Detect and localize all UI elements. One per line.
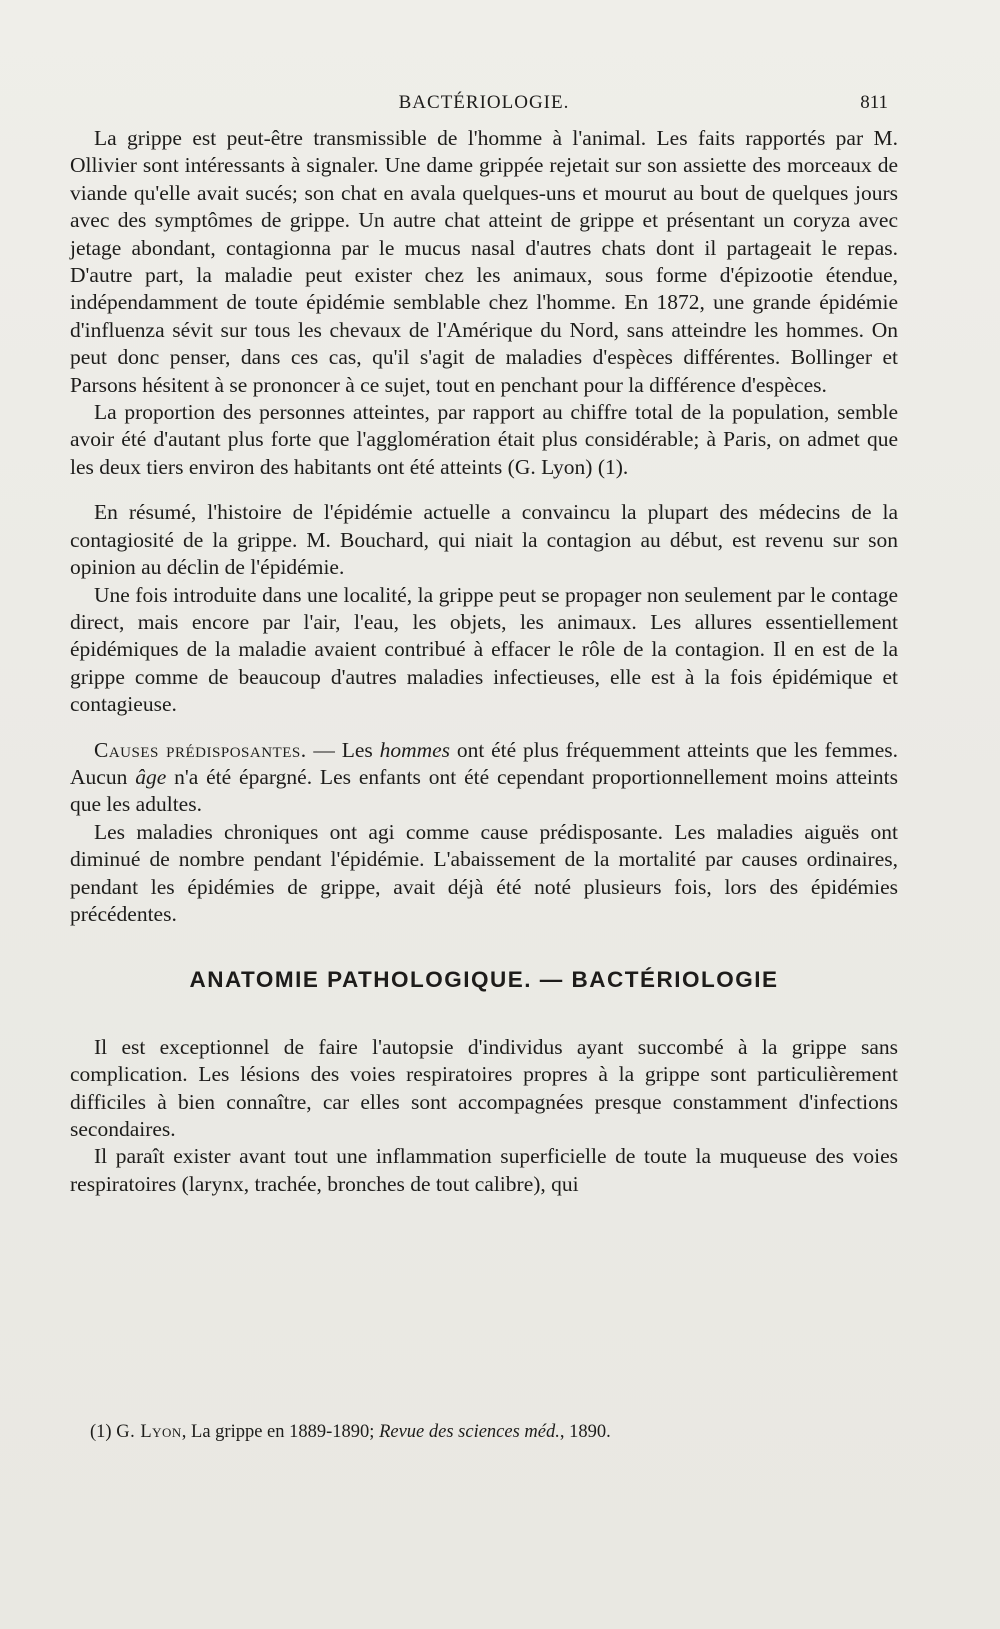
paragraph-proportion-end: . [622,454,629,479]
page-number: 811 [860,92,888,113]
predisposing-causes-label: Causes prédisposantes. [94,737,307,762]
paragraph-animal-transmission: La grippe est peut-être transmissible de l'homme à l'animal. Les faits rapportés par M. Ollivier sont intéressants à signaler. Une dame grippée rejetait sur son assiette des morceaux de viande qu'elle avait sucés; son chat en avala quelques-uns et mourut au bout de quelques jours avec des symptômes de grippe. Un autre chat atteint de grippe et présentant un coryza avec jetage abondant, contagionna par le mucus nasal d'autres chats dont il partageait le repas. D'autre part, la maladie peut exister chez les animaux, sous forme d'épizootie étendue, indépendamment de toute épidémie semblable chez l'homme. En 1872, une grande épidémie d'influenza sévit sur tous les chevaux de l'Amérique du Nord, sans atteindre les hommes. On peut donc penser, dans ces cas, qu'il s'agit de maladies d'espèces différentes. Bollinger et Parsons hésitent à se prononcer à ce sujet, tout en penchant pour la différence d'espèces. [70,126,898,397]
footnote-journal: Revue des sciences méd. [379,1422,560,1442]
page-header [70,92,898,122]
emphasis-age: âge [135,764,167,789]
footnote-text: , La grippe en 1889-1890; [181,1422,380,1442]
paragraph-chronic-diseases: Les maladies chroniques ont agi comme cause prédisposante. Les maladies aiguës ont diminué de nombre pendant l'épidémie. L'abaissement de la mortalité par causes ordinaires, pendant les épidémies de grippe, avait déjà été noté plusieurs fois, lors des épidémies précédentes. [70,819,898,926]
paragraph-proportion-text: La proportion des personnes atteintes, par rapport au chiffre total de la population, semble avoir été d'autant plus forte que l'agglomération était plus considérable; à Paris, on admet que les deux tiers environ des habitants ont été atteints (G. Lyon) [70,400,898,479]
footnote-marker: (1) [90,1422,112,1442]
footnote-year: , 1890. [559,1422,611,1442]
predisposing-causes-text-c: n'a été épargné. Les enfants ont été cependant proportionnellement moins atteints que les adultes. [70,764,898,817]
paragraph-propagation: Une fois introduite dans une localité, la grippe peut se propager non seulement par le contage direct, mais encore par l'air, l'eau, les objets, les animaux. Les allures essentiellement épidémiques de la maladie avaient contribué à effacer le rôle de la contagion. Il en est de la grippe comme de beaucoup d'autres maladies infectieuses, elle est à la fois épidémique et contagieuse. [70,582,898,717]
footnote [90,1420,890,1444]
paragraph-proportion [70,399,898,481]
predisposing-causes-text-a: — Les [306,737,380,762]
paragraph-autopsy: Il est exceptionnel de faire l'autopsie d'individus ayant succombé à la grippe sans complication. Les lésions des voies respiratoires propres à la grippe sont particulièrement difficiles à bien connaître, car elles sont accompagnées presque constamment d'infections secondaires. [70,1034,898,1141]
paragraph-summary: En résumé, l'histoire de l'épidémie actuelle a convaincu la plupart des médecins de la contagiosité de la grippe. M. Bouchard, qui niait la contagion au début, est revenu sur son opinion au déclin de l'épidémie. [70,500,898,580]
predisposing-causes-text-b: ont été plus fréquemment atteints que les femmes. Aucun [70,737,898,789]
paragraph-predisposing-causes [70,737,898,819]
body-text [70,125,898,1198]
footnote-reference: (1) [597,454,623,479]
emphasis-hommes: hommes [379,737,451,762]
paragraph-inflammation: Il paraît exister avant tout une inflammation superficielle de toute la muqueuse des voies respiratoires (larynx, trachée, bronches de tout calibre), qui [70,1144,898,1196]
running-title: BACTÉRIOLOGIE. [398,92,570,113]
footnote-author: G. Lyon [116,1422,182,1442]
section-heading: ANATOMIE PATHOLOGIQUE. — BACTÉRIOLOGIE [189,967,779,993]
